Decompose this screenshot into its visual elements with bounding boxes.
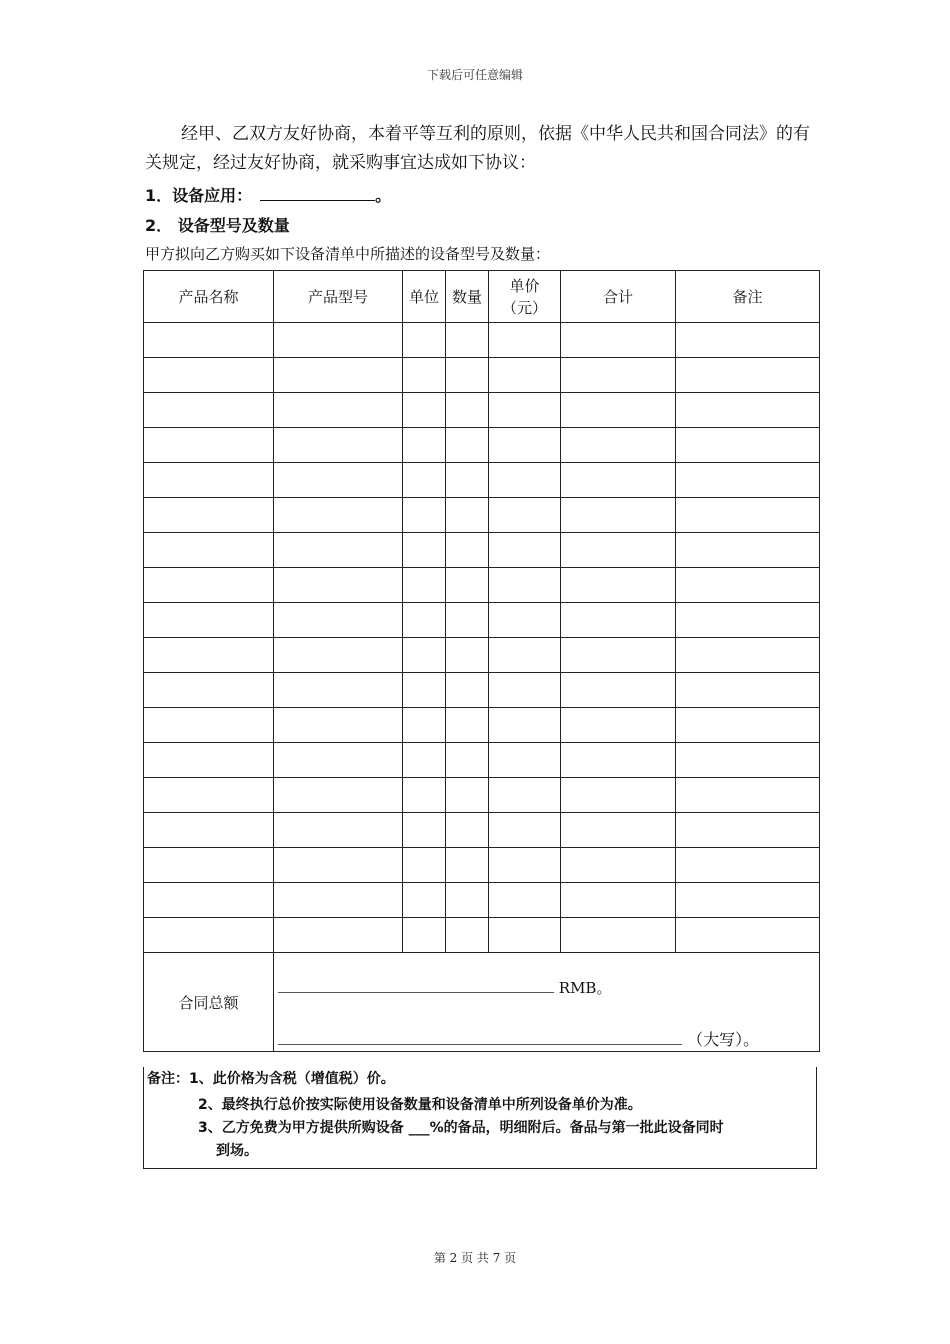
cell-name[interactable] — [144, 743, 274, 778]
equipment-table — [143, 270, 820, 1052]
cell-name[interactable] — [144, 603, 274, 638]
cell-name[interactable] — [144, 533, 274, 568]
cell-remark[interactable] — [676, 883, 820, 918]
cell-unit[interactable] — [403, 708, 446, 743]
cell-subtotal[interactable] — [561, 428, 676, 463]
cell-qty[interactable] — [446, 498, 489, 533]
section1-label: 1．设备应用： — [145, 186, 253, 205]
cell-price[interactable] — [489, 568, 561, 603]
cell-name[interactable] — [144, 323, 274, 358]
cell-name[interactable] — [144, 918, 274, 953]
total-daxie-line — [278, 1027, 759, 1050]
cell-subtotal[interactable] — [561, 393, 676, 428]
col-quantity: 数量 — [446, 271, 489, 323]
cell-remark[interactable] — [676, 358, 820, 393]
cell-unit[interactable] — [403, 848, 446, 883]
cell-qty[interactable] — [446, 883, 489, 918]
cell-name[interactable] — [144, 498, 274, 533]
cell-price[interactable] — [489, 778, 561, 813]
table-row — [144, 708, 820, 743]
cell-model[interactable] — [274, 393, 403, 428]
cell-model[interactable] — [274, 428, 403, 463]
table-row — [144, 778, 820, 813]
col-unit-price-line2: （元） — [501, 298, 547, 317]
note-3-continued: 到场。 — [216, 1143, 258, 1159]
cell-remark[interactable] — [676, 533, 820, 568]
col-unit-price-line1: 单价 — [509, 276, 540, 295]
section1-end: 。 — [375, 186, 392, 205]
cell-unit[interactable] — [403, 568, 446, 603]
cell-name[interactable] — [144, 393, 274, 428]
table-row — [144, 463, 820, 498]
cell-model[interactable] — [274, 568, 403, 603]
table-row — [144, 428, 820, 463]
cell-price[interactable] — [489, 673, 561, 708]
cell-remark[interactable] — [676, 568, 820, 603]
page-footer: 第 2 页 共 7 页 — [433, 1251, 517, 1265]
cell-name[interactable] — [144, 358, 274, 393]
total-rmb-line — [278, 977, 611, 998]
cell-qty[interactable] — [446, 848, 489, 883]
table-row — [144, 918, 820, 953]
cell-name[interactable] — [144, 778, 274, 813]
cell-name[interactable] — [144, 708, 274, 743]
cell-remark[interactable] — [676, 743, 820, 778]
table-row — [144, 813, 820, 848]
cell-remark[interactable] — [676, 673, 820, 708]
cell-subtotal[interactable] — [561, 638, 676, 673]
cell-subtotal[interactable] — [561, 673, 676, 708]
cell-remark[interactable] — [676, 813, 820, 848]
cell-model[interactable] — [274, 603, 403, 638]
table-row — [144, 848, 820, 883]
cell-model[interactable] — [274, 323, 403, 358]
cell-remark[interactable] — [676, 848, 820, 883]
cell-qty[interactable] — [446, 393, 489, 428]
cell-subtotal[interactable] — [561, 533, 676, 568]
cell-price[interactable] — [489, 848, 561, 883]
cell-remark[interactable] — [676, 918, 820, 953]
cell-price[interactable] — [489, 743, 561, 778]
col-subtotal: 合计 — [561, 271, 676, 323]
cell-model[interactable] — [274, 673, 403, 708]
cell-subtotal[interactable] — [561, 813, 676, 848]
table-row — [144, 638, 820, 673]
cell-qty[interactable] — [446, 603, 489, 638]
col-remark: 备注 — [676, 271, 820, 323]
total-value-cell[interactable] — [274, 953, 820, 1052]
cell-subtotal[interactable] — [561, 848, 676, 883]
cell-unit[interactable] — [403, 603, 446, 638]
daxie-blank[interactable] — [278, 1030, 682, 1045]
cell-qty[interactable] — [446, 358, 489, 393]
cell-model[interactable] — [274, 463, 403, 498]
cell-remark[interactable] — [676, 638, 820, 673]
total-label: 合同总额 — [144, 953, 274, 1052]
cell-remark[interactable] — [676, 393, 820, 428]
cell-unit[interactable] — [403, 778, 446, 813]
notes-box — [143, 1067, 817, 1169]
cell-model[interactable] — [274, 918, 403, 953]
cell-unit[interactable] — [403, 463, 446, 498]
section-model-quantity: 2． 设备型号及数量 — [145, 216, 290, 235]
cell-name[interactable] — [144, 638, 274, 673]
note-2: 2、最终执行总价按实际使用设备数量和设备清单中所列设备单价为准。 — [198, 1097, 642, 1113]
cell-subtotal[interactable] — [561, 463, 676, 498]
cell-unit[interactable] — [403, 393, 446, 428]
cell-unit[interactable] — [403, 813, 446, 848]
cell-price[interactable] — [489, 498, 561, 533]
rmb-suffix: RMB。 — [558, 979, 612, 997]
cell-subtotal[interactable] — [561, 708, 676, 743]
cell-qty[interactable] — [446, 638, 489, 673]
cell-subtotal[interactable] — [561, 358, 676, 393]
cell-model[interactable] — [274, 848, 403, 883]
table-row — [144, 883, 820, 918]
cell-price[interactable] — [489, 918, 561, 953]
cell-model[interactable] — [274, 813, 403, 848]
cell-price[interactable] — [489, 463, 561, 498]
cell-model[interactable] — [274, 883, 403, 918]
cell-subtotal[interactable] — [561, 883, 676, 918]
cell-qty[interactable] — [446, 533, 489, 568]
cell-subtotal[interactable] — [561, 603, 676, 638]
cell-price[interactable] — [489, 813, 561, 848]
cell-name[interactable] — [144, 848, 274, 883]
cell-qty[interactable] — [446, 918, 489, 953]
cell-remark[interactable] — [676, 778, 820, 813]
cell-model[interactable] — [274, 708, 403, 743]
cell-unit[interactable] — [403, 743, 446, 778]
lead-sentence: 甲方拟向乙方购买如下设备清单中所描述的设备型号及数量： — [145, 245, 551, 263]
cell-remark[interactable] — [676, 323, 820, 358]
note-3: 3、乙方免费为甲方提供所购设备 ___%的备品，明细附后。备品与第一批此设备同时 — [198, 1120, 724, 1136]
table-row — [144, 673, 820, 708]
table-row — [144, 323, 820, 358]
cell-model[interactable] — [274, 743, 403, 778]
cell-price[interactable] — [489, 638, 561, 673]
daxie-suffix: （大写）。 — [687, 1030, 760, 1049]
rmb-blank[interactable] — [278, 978, 554, 993]
cell-model[interactable] — [274, 498, 403, 533]
col-unit: 单位 — [403, 271, 446, 323]
col-product-name: 产品名称 — [144, 271, 274, 323]
cell-remark[interactable] — [676, 603, 820, 638]
cell-name[interactable] — [144, 568, 274, 603]
cell-price[interactable] — [489, 358, 561, 393]
cell-name[interactable] — [144, 813, 274, 848]
cell-name[interactable] — [144, 463, 274, 498]
cell-qty[interactable] — [446, 813, 489, 848]
cell-price[interactable] — [489, 533, 561, 568]
cell-name[interactable] — [144, 883, 274, 918]
cell-remark[interactable] — [676, 428, 820, 463]
cell-qty[interactable] — [446, 673, 489, 708]
table-row — [144, 743, 820, 778]
cell-qty[interactable] — [446, 323, 489, 358]
cell-subtotal[interactable] — [561, 498, 676, 533]
cell-price[interactable] — [489, 393, 561, 428]
cell-remark[interactable] — [676, 498, 820, 533]
table-row — [144, 603, 820, 638]
table-row — [144, 568, 820, 603]
cell-model[interactable] — [274, 358, 403, 393]
cell-subtotal[interactable] — [561, 568, 676, 603]
cell-name[interactable] — [144, 428, 274, 463]
cell-qty[interactable] — [446, 463, 489, 498]
cell-subtotal[interactable] — [561, 743, 676, 778]
col-unit-price — [489, 271, 561, 323]
cell-price[interactable] — [489, 603, 561, 638]
application-blank[interactable] — [260, 184, 375, 201]
table-row — [144, 533, 820, 568]
cell-unit[interactable] — [403, 358, 446, 393]
cell-model[interactable] — [274, 533, 403, 568]
cell-price[interactable] — [489, 428, 561, 463]
cell-remark[interactable] — [676, 708, 820, 743]
cell-unit[interactable] — [403, 428, 446, 463]
cell-unit[interactable] — [403, 883, 446, 918]
cell-subtotal[interactable] — [561, 918, 676, 953]
cell-unit[interactable] — [403, 533, 446, 568]
table-row — [144, 498, 820, 533]
cell-model[interactable] — [274, 778, 403, 813]
cell-price[interactable] — [489, 708, 561, 743]
cell-name[interactable] — [144, 673, 274, 708]
cell-remark[interactable] — [676, 463, 820, 498]
cell-subtotal[interactable] — [561, 323, 676, 358]
total-row — [144, 953, 820, 1052]
cell-unit[interactable] — [403, 323, 446, 358]
cell-unit[interactable] — [403, 638, 446, 673]
cell-qty[interactable] — [446, 568, 489, 603]
table-row — [144, 393, 820, 428]
cell-price[interactable] — [489, 323, 561, 358]
cell-price[interactable] — [489, 883, 561, 918]
cell-qty[interactable] — [446, 743, 489, 778]
section-equipment-application — [145, 183, 391, 206]
header-note: 下载后可任意编辑 — [426, 68, 523, 82]
note-1: 备注：1、此价格为含税（增值税）价。 — [147, 1071, 395, 1087]
cell-model[interactable] — [274, 638, 403, 673]
cell-unit[interactable] — [403, 918, 446, 953]
cell-qty[interactable] — [446, 708, 489, 743]
cell-unit[interactable] — [403, 673, 446, 708]
intro-paragraph: 经甲、乙双方友好协商，本着平等互利的原则，依据《中华人民共和国合同法》的有关规定，经过友好协商，就采购事宜达成如下协议： — [145, 124, 810, 173]
col-product-model: 产品型号 — [274, 271, 403, 323]
cell-unit[interactable] — [403, 498, 446, 533]
table-header-row — [144, 271, 820, 323]
cell-subtotal[interactable] — [561, 778, 676, 813]
cell-qty[interactable] — [446, 778, 489, 813]
table-row — [144, 358, 820, 393]
cell-qty[interactable] — [446, 428, 489, 463]
